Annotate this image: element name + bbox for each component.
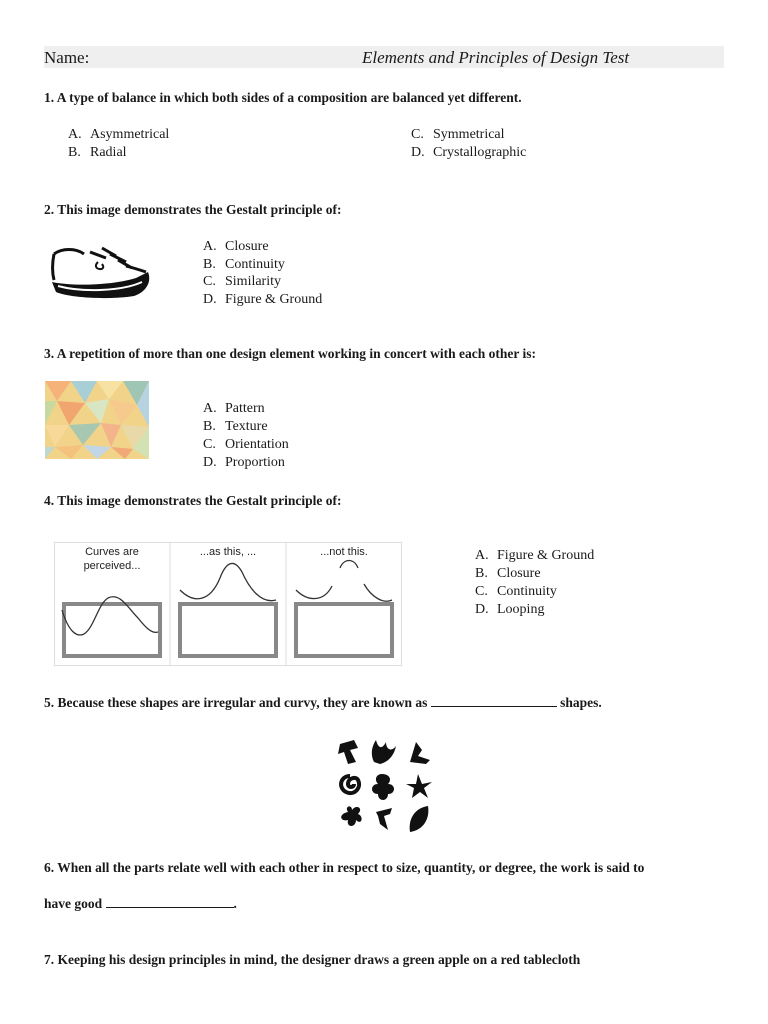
- organic-shapes-image: [334, 736, 434, 838]
- q3-option-d: D. Proportion: [203, 455, 285, 470]
- q1-option-d: D. Crystallographic: [411, 145, 527, 160]
- q3-option-b: B. Texture: [203, 419, 268, 434]
- q4-option-b: B. Closure: [475, 566, 541, 581]
- q2-option-a: A. Closure: [203, 239, 269, 254]
- question-2: 2. This image demonstrates the Gestalt principle of:: [44, 202, 342, 217]
- geometric-pattern-image: [45, 381, 149, 459]
- q4-option-a: A. Figure & Ground: [475, 548, 595, 563]
- question-5: 5. Because these shapes are irregular and curvy, they are known as shapes.: [44, 695, 602, 710]
- test-title: Elements and Principles of Design Test: [362, 48, 630, 67]
- q1-option-c: C. Symmetrical: [411, 127, 505, 142]
- question-6-line-2: have good .: [44, 896, 237, 911]
- q5-answer-blank[interactable]: [431, 694, 557, 707]
- q6-answer-blank[interactable]: [106, 895, 234, 908]
- q2-option-b: B. Continuity: [203, 257, 285, 272]
- figure-label-1b: perceived...: [83, 560, 141, 572]
- q1-option-b: B. Radial: [68, 145, 127, 160]
- question-7: 7. Keeping his design principles in mind, the designer draws a green apple on a red tablecloth: [44, 952, 581, 967]
- continuity-figure: [54, 542, 402, 666]
- q4-option-c: C. Continuity: [475, 584, 557, 599]
- shoe-closure-image: [50, 242, 154, 302]
- q4-option-d: D. Looping: [475, 602, 545, 617]
- question-3: 3. A repetition of more than one design element working in concert with each other is:: [44, 346, 536, 361]
- q2-option-d: D. Figure & Ground: [203, 292, 323, 307]
- figure-label-2: ...as this, ...: [199, 546, 257, 558]
- q3-option-c: C. Orientation: [203, 437, 289, 452]
- q3-option-a: A. Pattern: [203, 401, 265, 416]
- q1-option-a: A. Asymmetrical: [68, 127, 170, 142]
- question-6-line-1: 6. When all the parts relate well with each other in respect to size, quantity, or degree, the work is said to: [44, 860, 645, 875]
- question-1: 1. A type of balance in which both sides of a composition are balanced yet different.: [44, 90, 522, 105]
- figure-label-1: Curves are: [85, 546, 139, 558]
- question-4: 4. This image demonstrates the Gestalt principle of:: [44, 493, 342, 508]
- q2-option-c: C. Similarity: [203, 274, 281, 289]
- name-label: Name:: [44, 48, 90, 67]
- figure-label-3: ...not this.: [320, 546, 368, 558]
